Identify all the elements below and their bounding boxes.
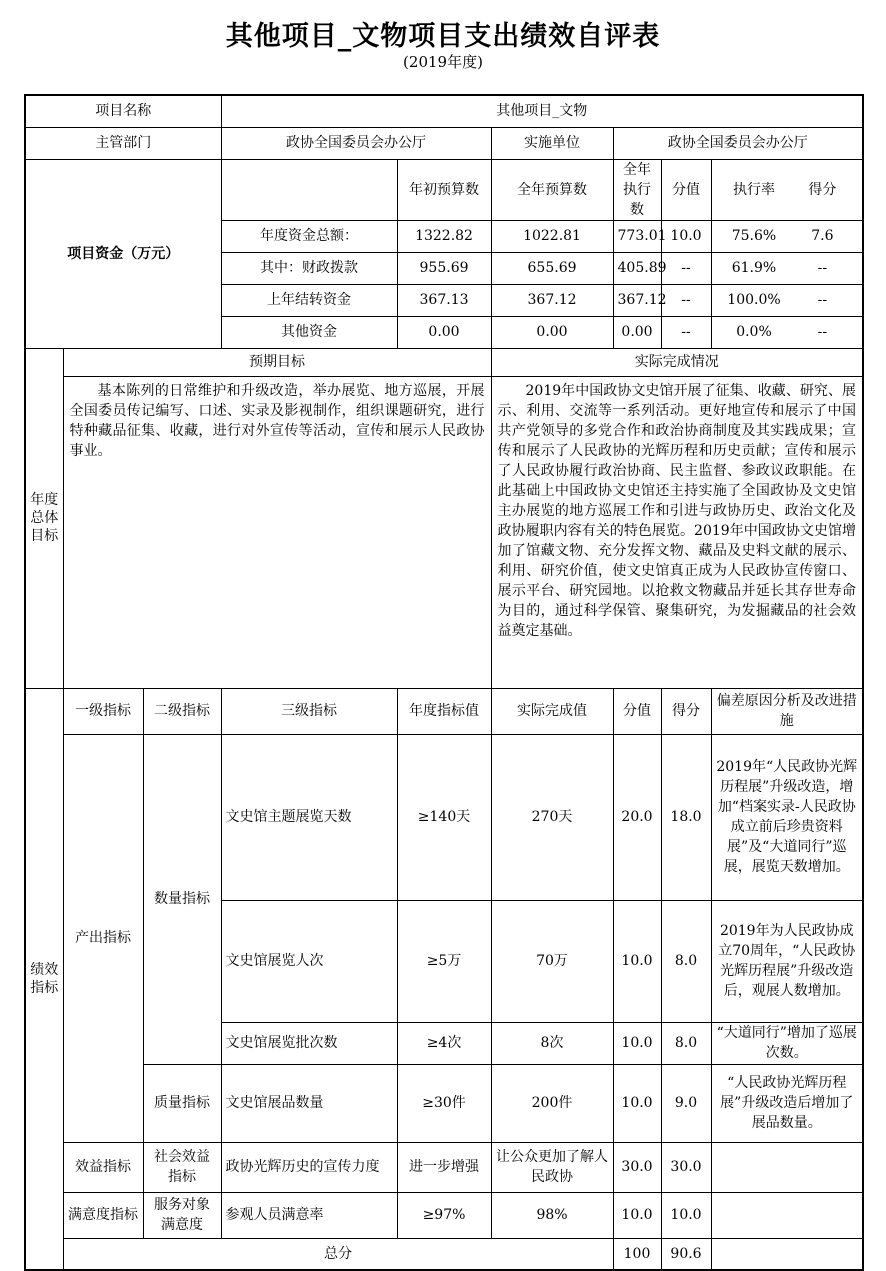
indicator-name: 文史馆展品数量 <box>221 1064 397 1142</box>
implementer-label: 实施单位 <box>491 127 613 159</box>
quantity-label: 数量指标 <box>143 734 221 1064</box>
indicator-name: 参观人员满意率 <box>221 1192 397 1238</box>
indicator-score: 8.0 <box>661 900 711 1022</box>
funds-cell: -- <box>817 260 828 276</box>
funds-cell: 10.0 <box>661 220 711 252</box>
funds-section-label: 项目资金（万元） <box>25 159 221 348</box>
funds-cell: 367.13 <box>397 284 491 316</box>
indicator-actual: 270天 <box>491 734 613 900</box>
indicator-target: 进一步增强 <box>397 1142 491 1192</box>
funds-cell: 75.6% <box>731 228 777 244</box>
funds-cell: -- <box>661 252 711 284</box>
funds-cell: 0.00 <box>613 316 661 348</box>
total-score: 90.6 <box>661 1238 711 1270</box>
indicator-note: “大道同行”增加了巡展次数。 <box>711 1022 863 1064</box>
header-score: 得分 <box>661 688 711 734</box>
funds-cell-pair <box>711 220 863 252</box>
indicator-row <box>25 734 863 900</box>
funds-cell: 0.00 <box>491 316 613 348</box>
indicator-note: 2019年“人民政协光辉历程展”升级改造，增加“档案实录-人民政协成立前后珍贵资料展”及“大道同行”巡展，展览天数增加。 <box>711 734 863 900</box>
funds-header-annual: 全年预算数 <box>491 159 613 220</box>
funds-cell: 773.01 <box>613 220 661 252</box>
indicator-score-value: 10.0 <box>613 900 661 1022</box>
funds-header-score: 得分 <box>808 181 837 198</box>
indicator-score: 18.0 <box>661 734 711 900</box>
funds-header-rate: 执行率 <box>732 181 775 198</box>
output-label: 产出指标 <box>63 734 143 1142</box>
header-level3: 三级指标 <box>221 688 397 734</box>
header-actual: 实际完成值 <box>491 688 613 734</box>
funds-cell: 1322.82 <box>397 220 491 252</box>
funds-cell: -- <box>817 324 828 340</box>
goals-section-label: 年度总体目标 <box>25 348 63 688</box>
indicators-section-label: 绩效指标 <box>25 688 63 1270</box>
indicator-note <box>711 1142 863 1192</box>
indicator-name: 文史馆展览批次数 <box>221 1022 397 1064</box>
indicator-score-value: 20.0 <box>613 734 661 900</box>
funds-cell: -- <box>661 284 711 316</box>
funds-cell: 7.6 <box>811 228 834 244</box>
indicator-note: 2019年为人民政协成立70周年，“人民政协光辉历程展”升级改造后，观展人数增加。 <box>711 900 863 1022</box>
funds-cell: 367.12 <box>613 284 661 316</box>
total-note <box>711 1238 863 1270</box>
funds-cell: -- <box>817 292 828 308</box>
funds-cell: 100.0% <box>727 292 781 308</box>
funds-row-label: 上年结转资金 <box>221 284 397 316</box>
social-label: 社会效益指标 <box>143 1142 221 1192</box>
project-name-value: 其他项目_文物 <box>221 95 863 127</box>
funds-header-row <box>25 159 863 220</box>
funds-cell: 1022.81 <box>491 220 613 252</box>
funds-cell: 0.00 <box>397 316 491 348</box>
funds-header-rate-score <box>711 159 863 220</box>
indicator-target: ≥5万 <box>397 900 491 1022</box>
actual-goal-label: 实际完成情况 <box>491 348 863 376</box>
funds-cell: 955.69 <box>397 252 491 284</box>
indicator-score-value: 10.0 <box>613 1192 661 1238</box>
funds-cell-pair <box>711 316 863 348</box>
indicator-actual: 70万 <box>491 900 613 1022</box>
evaluation-table <box>24 94 864 1271</box>
indicators-header-row <box>25 688 863 734</box>
indicator-name: 文史馆展览人次 <box>221 900 397 1022</box>
funds-cell: 0.0% <box>736 324 772 340</box>
funds-cell: 61.9% <box>731 260 777 276</box>
indicator-score-value: 10.0 <box>613 1022 661 1064</box>
indicator-actual: 让公众更加了解人民政协 <box>491 1142 613 1192</box>
funds-header-score-value: 分值 <box>661 159 711 220</box>
funds-cell-pair <box>711 252 863 284</box>
department-value: 政协全国委员会办公厅 <box>221 127 491 159</box>
indicator-target: ≥97% <box>397 1192 491 1238</box>
indicator-note: “人民政协光辉历程展”升级改造后增加了展品数量。 <box>711 1064 863 1142</box>
indicator-actual: 200件 <box>491 1064 613 1142</box>
funds-header-executed: 全年执行数 <box>613 159 661 220</box>
funds-header-initial: 年初预算数 <box>397 159 491 220</box>
indicator-row <box>25 1192 863 1238</box>
header-note: 偏差原因分析及改进措施 <box>711 688 863 734</box>
indicator-score: 9.0 <box>661 1064 711 1142</box>
indicator-name: 政协光辉历史的宣传力度 <box>221 1142 397 1192</box>
header-score-value: 分值 <box>613 688 661 734</box>
header-level1: 一级指标 <box>63 688 143 734</box>
project-name-row <box>25 95 863 127</box>
funds-cell: -- <box>661 316 711 348</box>
actual-goal-text: 2019年中国政协文史馆开展了征集、收藏、研究、展示、利用、交流等一系列活动。更好地宣传和展示了中国共产党领导的多党合作和政治协商制度及其实践成果；宣传和展示了人民政协的光辉历程和历史贡献；宣传和展示了人民政协履行政治协商、民主监督、参政议政职能。在此基础上中国政协文史馆还主持实施了全国政协及文史馆主办展览的地方巡展工作和引进与政协历史、政治文化及政协履职内容有关的特色展览。2019年中国政协文史馆增加了馆藏文物、充分发挥文物、藏品及史料文献的展示、利用、研究价值，使文史馆真正成为人民政协宣传窗口、展示平台、研究园地。以抢救文物藏品并延长其存世寿命为目的，通过科学保管、聚集研究，为发掘藏品的社会效益奠定基础。 <box>491 376 863 688</box>
indicator-score: 8.0 <box>661 1022 711 1064</box>
benefit-label: 效益指标 <box>63 1142 143 1192</box>
quality-label: 质量指标 <box>143 1064 221 1142</box>
indicator-target: ≥140天 <box>397 734 491 900</box>
header-level2: 二级指标 <box>143 688 221 734</box>
funds-header-blank <box>221 159 397 220</box>
total-row <box>25 1238 863 1270</box>
goals-header-row <box>25 348 863 376</box>
indicator-note <box>711 1192 863 1238</box>
expected-goal-text: 基本陈列的日常维护和升级改造，举办展览、地方巡展，开展全国委员传记编写、口述、实录及影视制作，组织课题研究，进行特种藏品征集、收藏，进行对外宣传等活动，宣传和展示人民政协事业。 <box>63 376 491 688</box>
indicator-score-value: 30.0 <box>613 1142 661 1192</box>
project-name-label: 项目名称 <box>25 95 221 127</box>
indicator-score-value: 10.0 <box>613 1064 661 1142</box>
funds-row-label: 年度资金总额： <box>221 220 397 252</box>
indicator-score: 30.0 <box>661 1142 711 1192</box>
page-subtitle: (2019年度) <box>403 53 483 71</box>
funds-cell: 405.89 <box>613 252 661 284</box>
funds-row-label: 其中：财政拨款 <box>221 252 397 284</box>
funds-cell-pair <box>711 284 863 316</box>
header-target: 年度指标值 <box>397 688 491 734</box>
funds-row-label: 其他资金 <box>221 316 397 348</box>
department-label: 主管部门 <box>25 127 221 159</box>
funds-cell: 655.69 <box>491 252 613 284</box>
indicator-row <box>25 1064 863 1142</box>
funds-cell: 367.12 <box>491 284 613 316</box>
goals-content-row <box>25 376 863 688</box>
department-row <box>25 127 863 159</box>
indicator-actual: 98% <box>491 1192 613 1238</box>
satisfaction-label: 满意度指标 <box>63 1192 143 1238</box>
service-label: 服务对象满意度 <box>143 1192 221 1238</box>
indicator-actual: 8次 <box>491 1022 613 1064</box>
indicator-row <box>25 1142 863 1192</box>
total-label: 总分 <box>63 1238 613 1270</box>
expected-goal-label: 预期目标 <box>63 348 491 376</box>
total-value: 100 <box>613 1238 661 1270</box>
indicator-score: 10.0 <box>661 1192 711 1238</box>
indicator-target: ≥30件 <box>397 1064 491 1142</box>
indicator-name: 文史馆主题展览天数 <box>221 734 397 900</box>
implementer-value: 政协全国委员会办公厅 <box>613 127 863 159</box>
page-title: 其他项目_文物项目支出绩效自评表 <box>225 21 661 52</box>
indicator-target: ≥4次 <box>397 1022 491 1064</box>
